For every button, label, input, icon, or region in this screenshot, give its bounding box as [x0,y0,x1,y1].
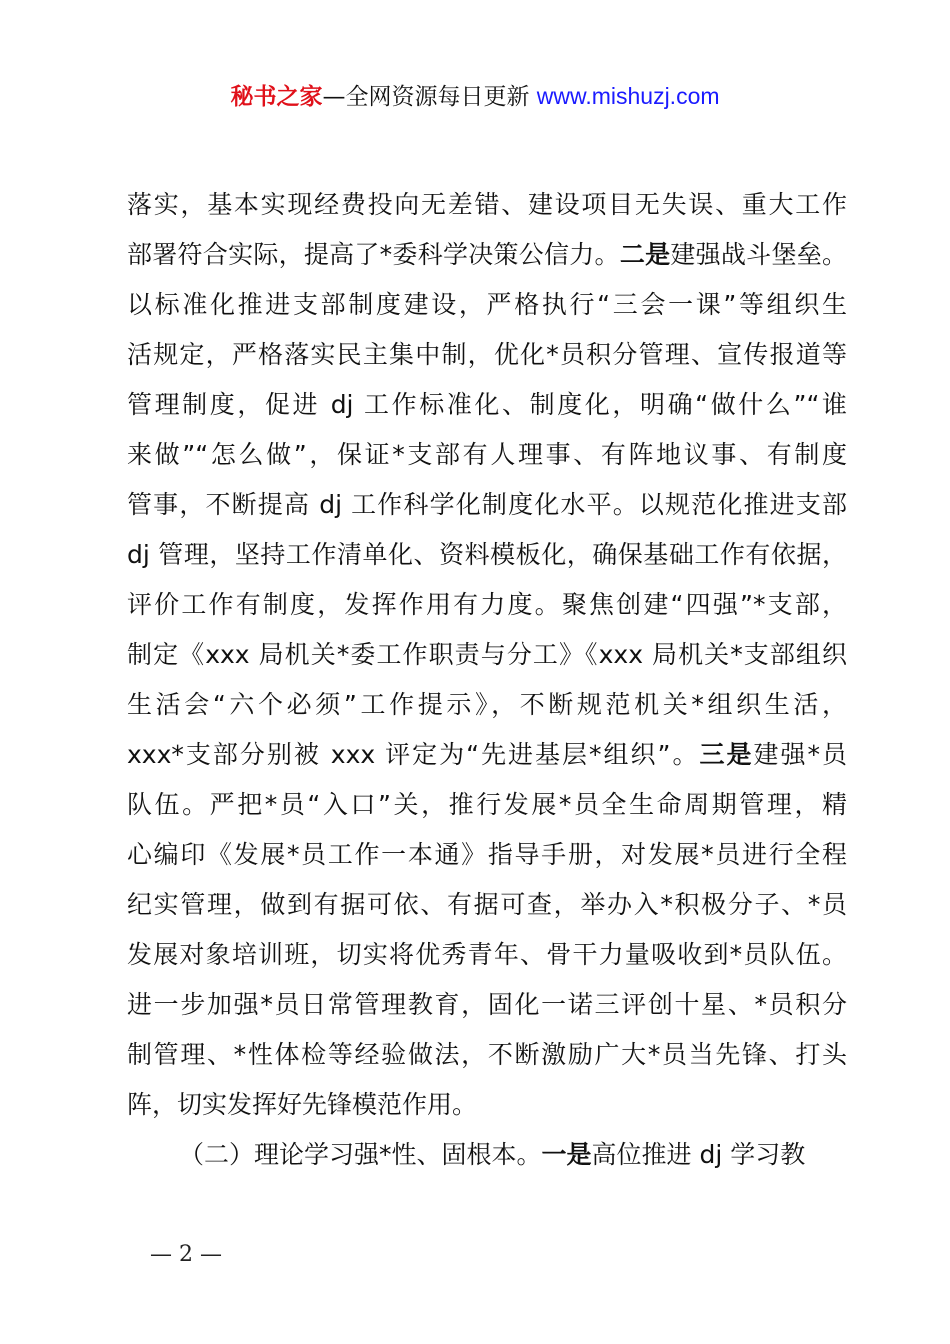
bold-lead-text: 二是 [619,240,671,269]
line-text: 阵，切实发挥好先锋模范作用。 [127,1090,478,1119]
site-banner [0,80,950,113]
line-text: xxx*支部分别被 xxx 评定为“先进基层*组织”。 [127,740,700,769]
line-text: 以标准化推进支部制度建设，严格执行“三会一课”等组织生 [127,290,847,319]
text-line [127,930,847,980]
site-url[interactable]: www.mishuzj.com [536,83,720,109]
line-text: 队伍。严把*员“入口”关，推行发展*员全生命周期管理，精 [127,790,847,819]
line-text: 纪实管理，做到有据可依、有据可查，举办入*积极分子、*员 [127,890,847,919]
site-tagline: —全网资源每日更新 [322,84,537,110]
page-number: — 2 — [150,1242,222,1267]
line-text: 发展对象培训班，切实将优秀青年、骨干力量吸收到*员队伍。 [127,940,847,969]
line-text: 制管理、*性体检等经验做法，不断激励广大*员当先锋、打头 [127,1040,847,1069]
text-line [127,280,847,330]
line-text: 部署符合实际，提高了*委科学决策公信力。 [127,240,620,269]
document-body [127,180,847,1180]
line-text: 管事，不断提高 dj 工作科学化制度化水平。以规范化推进支部 [127,490,847,519]
bold-lead-text: 三是 [699,740,754,769]
text-line [127,580,847,630]
text-line [127,680,847,730]
text-line [127,480,847,530]
text-line [127,630,847,680]
text-line [127,780,847,830]
line-text: 进一步加强*员日常管理教育，固化一诺三评创十星、*员积分 [127,990,847,1019]
line-text: 建强*员 [753,740,847,769]
line-text: 制定《xxx 局机关*委工作职责与分工》《xxx 局机关*支部组织 [127,640,847,669]
line-text: 评价工作有制度，发挥作用有力度。聚焦创建“四强”*支部， [127,590,847,619]
bold-lead-text: 一是 [541,1140,592,1169]
line-text: 心编印《发展*员工作一本通》指导手册，对发展*员进行全程 [127,840,847,869]
site-brand: 秘书之家 [230,84,323,110]
line-text: 管理制度，促进 dj 工作标准化、制度化，明确“做什么”“谁 [127,390,847,419]
text-line [127,180,847,230]
text-line [127,1030,847,1080]
line-text: 高位推进 dj 学习教 [591,1140,806,1169]
text-line [127,830,847,880]
text-line [127,380,847,430]
line-text: 落实，基本实现经费投向无差错、建设项目无失误、重大工作 [127,190,847,219]
line-text: dj 管理，坚持工作清单化、资料模板化，确保基础工作有依据， [127,540,847,569]
line-text: （二）理论学习强*性、固根本。 [179,1140,542,1169]
text-line [127,530,847,580]
text-line [127,230,847,280]
line-text: 建强战斗堡垒。 [670,240,847,269]
text-line [127,1130,847,1180]
text-line [127,330,847,380]
line-text: 生活会“六个必须”工作提示》，不断规范机关*组织生活， [127,690,847,719]
text-line [127,430,847,480]
text-line [127,1080,847,1130]
text-line [127,880,847,930]
line-text: 来做”“怎么做”，保证*支部有人理事、有阵地议事、有制度 [127,440,847,469]
text-line [127,980,847,1030]
line-text: 活规定，严格落实民主集中制，优化*员积分管理、宣传报道等 [127,340,847,369]
text-line [127,730,847,780]
